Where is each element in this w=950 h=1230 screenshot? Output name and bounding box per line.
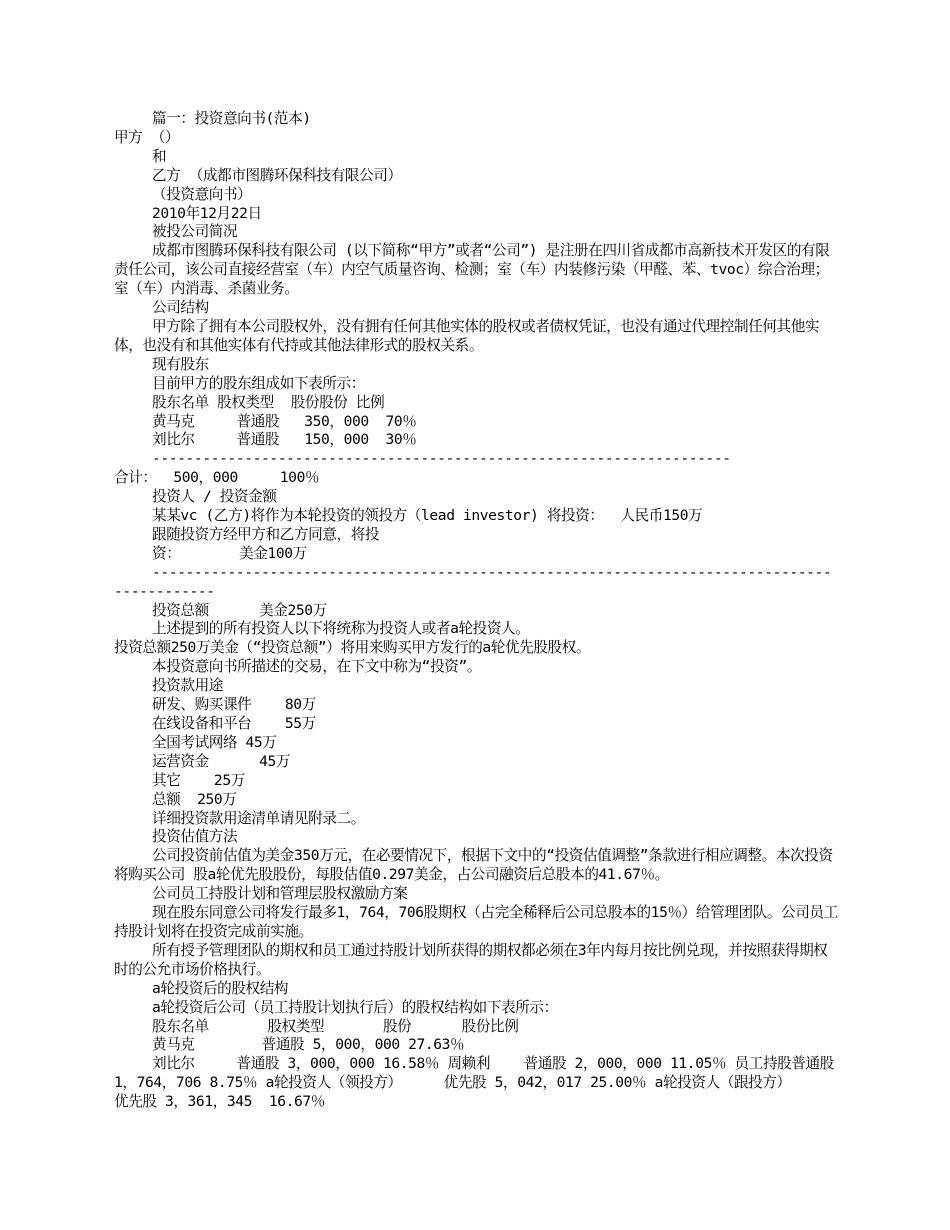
paragraph: 刘比尔 普通股 3，000，000 16.58％ 周赖利 普通股 2，000，000 11.05％ 员工持股普通股 1，764，706 8.75％ a轮投资人（领投方） 优先股 5，042，017 25.00％ a轮投资人（跟投方） 优先股 3，361，345 16.67％ xyxy=(114,1055,843,1111)
paragraph: 刘比尔 普通股 150，000 30％ xyxy=(152,431,417,449)
paragraph: 合计： 500，000 100％ xyxy=(114,469,320,487)
paragraph: 乙方 （成都市图腾环保科技有限公司） xyxy=(152,166,402,184)
document-body xyxy=(114,110,843,1112)
paragraph: 甲方除了拥有本公司股权外，没有拥有任何其他实体的股权或者债权凭证，也没有通过代理控制任何其他实体，也没有和其他实体有代持或其他法律形式的股权关系。 xyxy=(114,317,820,354)
paragraph: 公司投资前估值为美金350万元，在必要情况下，根据下文中的“投资估值调整”条款进行相应调整。本次投资将购买公司 股a轮优先股股份，每股估值0.297美金，占公司融资后总股本的41.67％。 xyxy=(114,847,833,884)
paragraph: 投资总额250万美金（“投资总额”）将用来购买甲方发行的a轮优先股股权。 xyxy=(114,639,591,657)
paragraph: 投资人 / 投资金额 xyxy=(152,488,277,506)
paragraph: 2010年12月22日 xyxy=(152,204,262,222)
paragraph: 其它 25万 xyxy=(152,771,245,789)
paragraph: a轮投资后的股权结构 xyxy=(152,979,289,997)
paragraph: 黄马克 普通股 350，000 70％ xyxy=(152,412,417,430)
paragraph: 本投资意向书所描述的交易，在下文中称为“投资”。 xyxy=(152,658,482,676)
paragraph: 所有授予管理团队的期权和员工通过持股计划所获得的期权都必须在3年内每月按比例兑现，并按照获得期权时的公允市场价格执行。 xyxy=(114,941,828,978)
paragraph: a轮投资后公司（员工持股计划执行后）的股权结构如下表所示： xyxy=(152,998,558,1016)
paragraph: （投资意向书） xyxy=(152,185,252,203)
paragraph: 现在股东同意公司将发行最多1，764，706股期权（占完全稀释后公司总股本的15％）给管理团队。公司员工持股计划将在投资完成前实施。 xyxy=(114,904,838,940)
paragraph: 现有股东 xyxy=(152,355,209,373)
paragraph: 总额 250万 xyxy=(152,790,237,808)
paragraph: 上述提到的所有投资人以下将统称为投资人或者a轮投资人。 xyxy=(152,620,530,638)
paragraph: 运营资金 45万 xyxy=(152,752,291,770)
paragraph: 投资款用途 xyxy=(152,677,223,695)
paragraph: --------------------------------------------------------------------------------------------- xyxy=(114,563,832,600)
paragraph: 全国考试网络 45万 xyxy=(152,733,277,751)
paragraph: 被投公司简况 xyxy=(152,223,238,241)
paragraph: 黄马克 普通股 5，000，000 27.63％ xyxy=(152,1036,465,1054)
paragraph: 股东名单 股权类型 股份股份 比例 xyxy=(152,393,385,411)
paragraph: 成都市图腾环保科技有限公司 (以下简称“甲方”或者“公司”) 是注册在四川省成都市高新技术开发区的有限责任公司，该公司直接经营室（车）内空气质量咨询、检测；室（车）内装修污染（甲醛、苯、tvoc）综合治理；室（车）内消毒、杀菌业务。 xyxy=(114,242,830,298)
paragraph: 某某vc (乙方)将作为本轮投资的领投方（lead investor) 将投资： 人民币150万 xyxy=(152,507,703,525)
paragraph: 在线设备和平台 55万 xyxy=(152,715,316,732)
paragraph: 甲方 （） xyxy=(114,128,180,146)
paragraph: 投资总额 美金250万 xyxy=(152,601,327,619)
paragraph: 跟随投资方经甲方和乙方同意，将投 xyxy=(152,525,380,543)
paragraph: 资： 美金100万 xyxy=(152,544,307,562)
paragraph: 详细投资款用途清单请见附录二。 xyxy=(152,809,365,827)
paragraph: 研发、购买课件 80万 xyxy=(152,696,316,714)
paragraph: 公司结构 xyxy=(152,299,209,317)
paragraph: 目前甲方的股东组成如下表所示： xyxy=(152,374,365,392)
paragraph: 股东名单 股权类型 股份 股份比例 xyxy=(152,1017,519,1035)
paragraph: 投资估值方法 xyxy=(152,828,238,846)
paragraph: 和 xyxy=(152,147,167,165)
paragraph: 篇一：投资意向书(范本) xyxy=(152,110,311,127)
paragraph: --------------------------------------------------------------------- xyxy=(152,450,731,468)
paragraph: 公司员工持股计划和管理层股权激励方案 xyxy=(152,885,408,903)
